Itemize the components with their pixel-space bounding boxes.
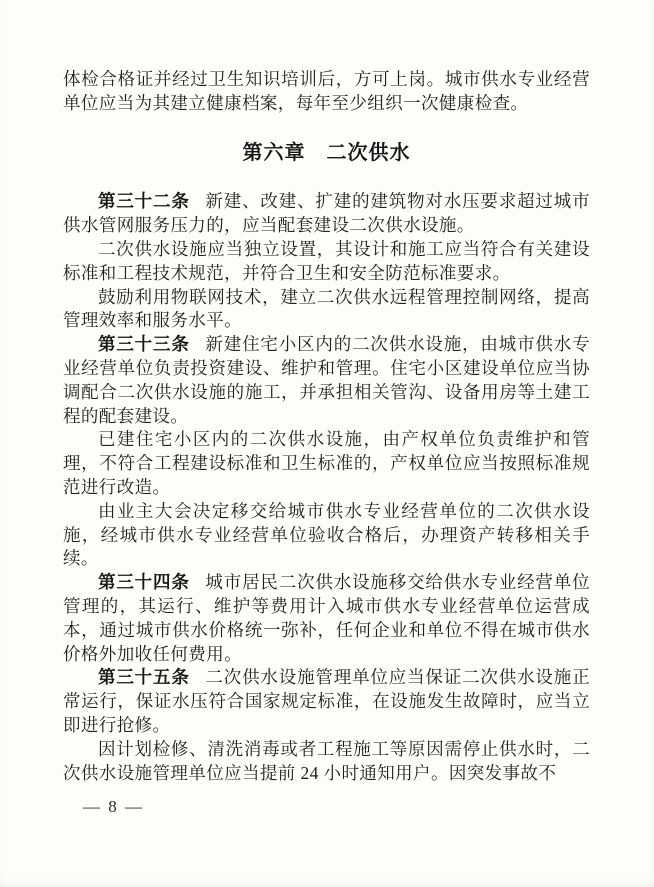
article-paragraph (63, 571, 590, 666)
paragraph-text: 鼓励利用物联网技术，建立二次供水远程管理控制网络，提高管理效率和服务水平。 (63, 286, 590, 331)
paragraph-text: 城市居民二次供水设施移交给供水专业经营单位管理的，其运行、维护等费用计入城市供水专业经营单位运营成本，通过城市供水价格统一弥补，任何企业和单位不得在城市供水价格外加收任何费用。 (63, 572, 590, 664)
paragraph-text: 新建住宅小区内的二次供水设施，由城市供水专业经营单位负责投资建设、维护和管理。住宅小区建设单位应当协调配合二次供水设施的施工，并承担相关管沟、设备用房等土建工程的配套建设。 (63, 334, 590, 426)
paragraph-text: 新建、改建、扩建的建筑物对水压要求超过城市供水管网服务压力的，应当配套建设二次供水设施。 (63, 191, 590, 236)
paragraph-text: 因计划检修、清洗消毒或者工程施工等原因需停止供水时，二次供水设施管理单位应当提前 24 小时通知用户。因突发事故不 (63, 738, 590, 783)
paragraph-text: 已建住宅小区内的二次供水设施，由产权单位负责维护和管理，不符合工程建设标准和卫生标准的，产权单位应当按照标准规范进行改造。 (63, 429, 590, 497)
intro-paragraph: 体检合格证并经过卫生知识培训后，方可上岗。城市供水专业经营单位应当为其建立健康档案，每年至少组织一次健康检查。 (63, 69, 590, 113)
page-number: — 8 — (83, 797, 144, 817)
article-paragraph (63, 500, 590, 571)
article-paragraph (63, 190, 590, 238)
chapter-heading: 第六章 二次供水 (242, 141, 411, 164)
article-paragraph (63, 333, 590, 428)
article-paragraph (63, 238, 590, 286)
paragraph-text: 由业主大会决定移交给城市供水专业经营单位的二次供水设施，经城市供水专业经营单位验收合格后，办理资产转移相关手续。 (63, 500, 590, 569)
paragraph-text: 二次供水设施应当独立设置，其设计和施工应当符合有关建设标准和工程技术规范，并符合卫生和安全防范标准要求。 (63, 238, 590, 283)
article-number: 第三十五条 (98, 667, 190, 688)
article-paragraphs (63, 190, 590, 785)
article-paragraph (63, 666, 590, 737)
article-paragraph (63, 286, 590, 334)
article-paragraph (63, 428, 590, 499)
paragraph-text: 二次供水设施管理单位应当保证二次供水设施正常运行，保证水压符合国家规定标准，在设施发生故障时，应当立即进行抢修。 (63, 667, 590, 735)
article-number: 第三十三条 (98, 334, 190, 355)
article-number: 第三十二条 (98, 191, 190, 212)
article-number: 第三十四条 (98, 572, 190, 593)
article-paragraph (63, 738, 590, 786)
